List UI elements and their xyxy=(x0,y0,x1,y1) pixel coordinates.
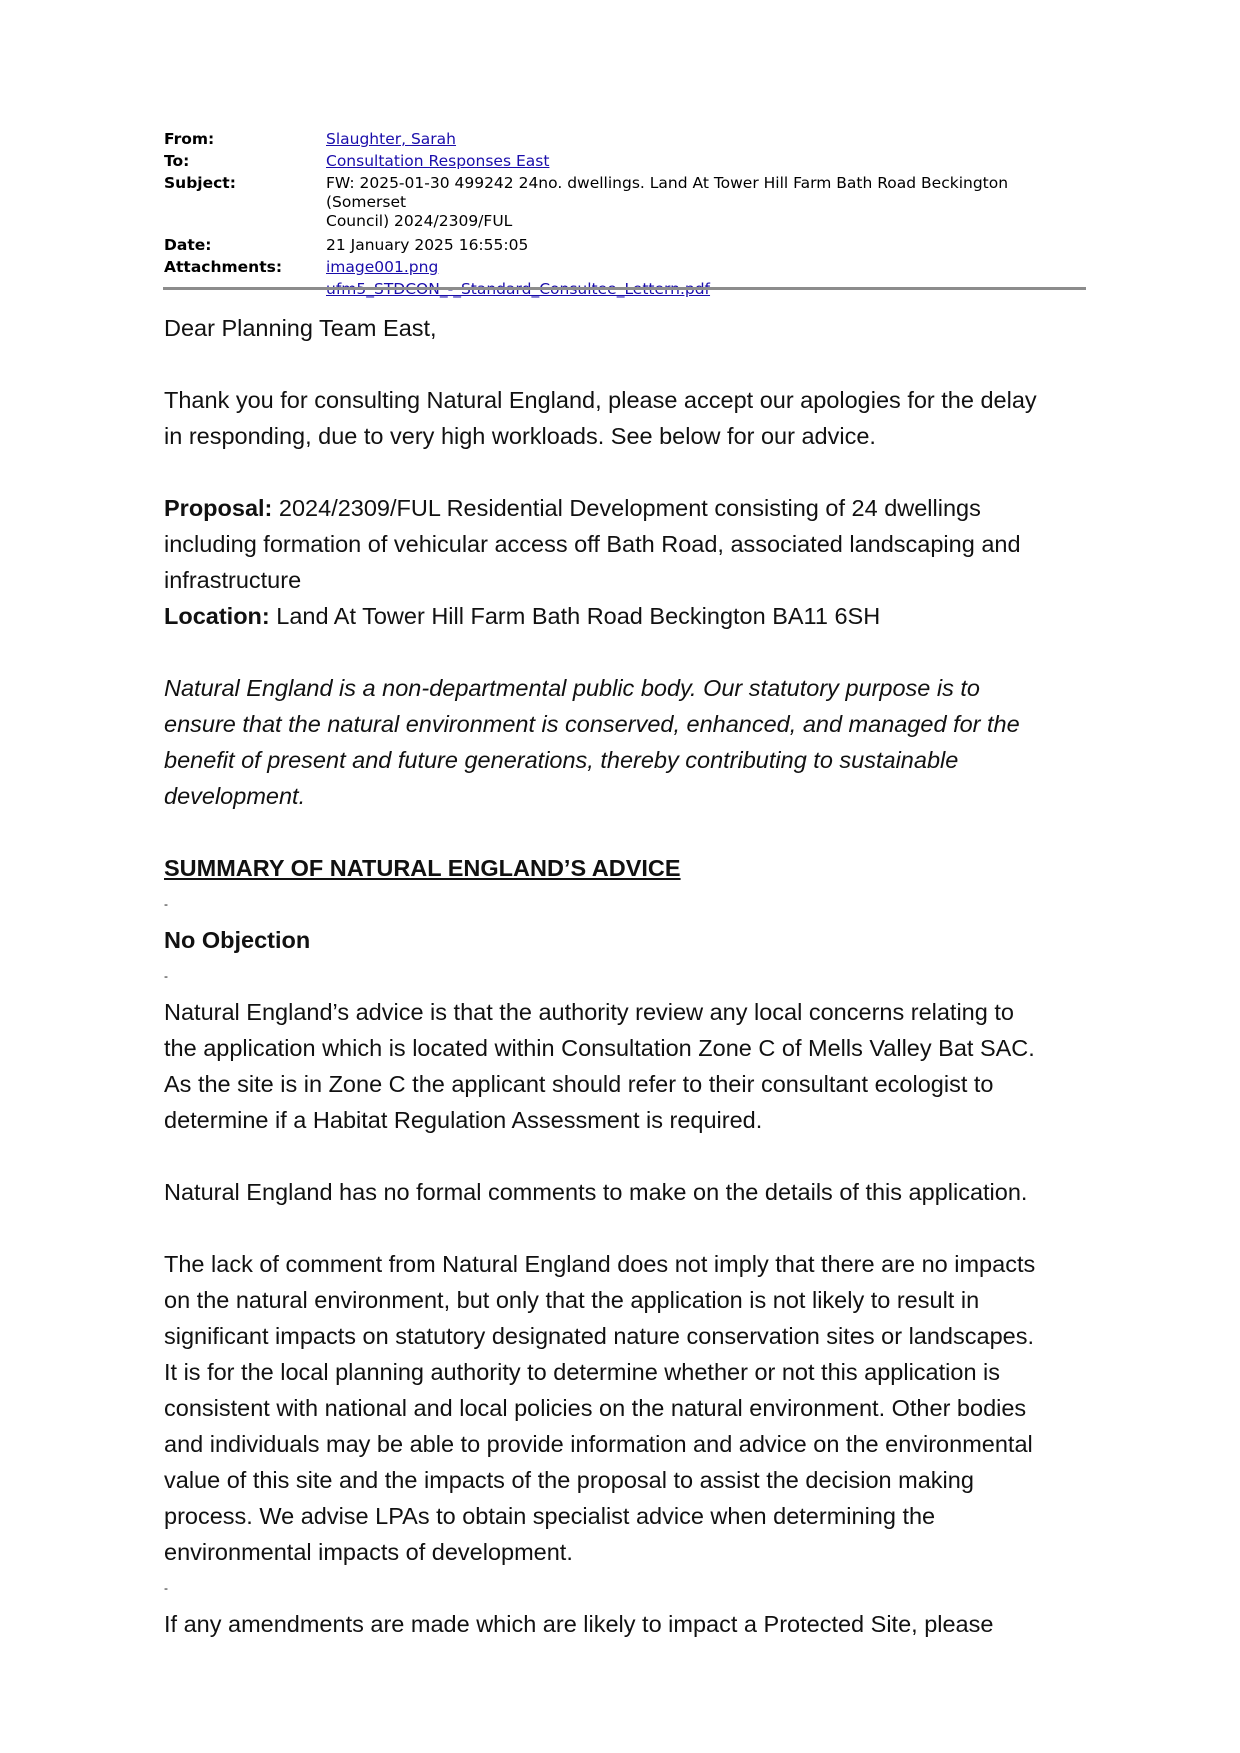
lack-line-4: It is for the local planning authority to determine whether or not this application is xyxy=(164,1359,1001,1385)
subject-label: Subject: xyxy=(164,174,236,192)
to-label: To: xyxy=(164,152,190,170)
advice-line-4: determine if a Habitat Regulation Assessment is required. xyxy=(164,1107,763,1133)
dash-1: - xyxy=(164,897,168,911)
from-link[interactable]: Slaughter, Sarah xyxy=(326,130,457,148)
location-label: Location: xyxy=(164,603,270,629)
date-label: Date: xyxy=(164,236,212,254)
lack-line-7: value of this site and the impacts of the proposal to assist the decision making xyxy=(164,1467,974,1493)
email-header xyxy=(164,128,1084,300)
proposal-line-3: infrastructure xyxy=(164,567,302,593)
subject-line-2: Council) 2024/2309/FUL xyxy=(326,212,513,230)
date-row xyxy=(164,234,1084,256)
location-line xyxy=(164,598,1094,634)
statement-line-3: benefit of present and future generations, thereby contributing to sustainable xyxy=(164,747,959,773)
lack-line-2: on the natural environment, but only that the application is not likely to result in xyxy=(164,1287,980,1313)
summary-heading: SUMMARY OF NATURAL ENGLAND’S ADVICE xyxy=(164,855,681,881)
from-label: From: xyxy=(164,130,215,148)
lack-line-6: and individuals may be able to provide information and advice on the environmental xyxy=(164,1431,1033,1457)
greeting: Dear Planning Team East, xyxy=(164,315,437,341)
proposal-line-1 xyxy=(164,490,1094,526)
dash-2: - xyxy=(164,969,168,983)
location-text: Land At Tower Hill Farm Bath Road Beckington BA11 6SH xyxy=(269,603,881,629)
lack-line-5: consistent with national and local policies on the natural environment. Other bodies xyxy=(164,1395,1027,1421)
statement-line-2: ensure that the natural environment is conserved, enhanced, and managed for the xyxy=(164,711,1020,737)
advice-line-3: As the site is in Zone C the applicant should refer to their consultant ecologist to xyxy=(164,1071,994,1097)
statement-line-1: Natural England is a non-departmental public body. Our statutory purpose is to xyxy=(164,675,980,701)
intro-line-2: in responding, due to very high workloads. See below for our advice. xyxy=(164,423,876,449)
proposal-text: 2024/2309/FUL Residential Development consisting of 24 dwellings xyxy=(272,495,981,521)
lack-line-3: significant impacts on statutory designated nature conservation sites or landscapes. xyxy=(164,1323,1034,1349)
dash-3: - xyxy=(164,1581,168,1595)
subject-line-1: FW: 2025-01-30 499242 24no. dwellings. Land At Tower Hill Farm Bath Road Beckington (Somerset xyxy=(326,174,1009,211)
no-comments-line: Natural England has no formal comments to make on the details of this application. xyxy=(164,1179,1028,1205)
proposal-line-2: including formation of vehicular access off Bath Road, associated landscaping and xyxy=(164,531,1021,557)
to-link[interactable]: Consultation Responses East xyxy=(326,152,550,170)
lack-line-9: environmental impacts of development. xyxy=(164,1539,573,1565)
advice-line-2: the application which is located within Consultation Zone C of Mells Valley Bat SAC. xyxy=(164,1035,1035,1061)
lack-line-1: The lack of comment from Natural England does not imply that there are no impacts xyxy=(164,1251,1036,1277)
subject-row xyxy=(164,172,1084,234)
attachments-label: Attachments: xyxy=(164,258,283,276)
attachment-link-image[interactable]: image001.png xyxy=(326,258,439,276)
intro-line-1: Thank you for consulting Natural England, please accept our apologies for the delay xyxy=(164,387,1037,413)
advice-line-1: Natural England’s advice is that the authority review any local concerns relating to xyxy=(164,999,1014,1025)
header-divider xyxy=(163,287,1086,290)
date-value: 21 January 2025 16:55:05 xyxy=(326,236,529,254)
statement-line-4: development. xyxy=(164,783,306,809)
proposal-label: Proposal: xyxy=(164,495,273,521)
attachments-row xyxy=(164,256,1084,300)
no-objection-heading: No Objection xyxy=(164,927,311,953)
to-row xyxy=(164,150,1084,172)
amend-line: If any amendments are made which are likely to impact a Protected Site, please xyxy=(164,1611,994,1637)
letter-body xyxy=(164,310,1094,1642)
from-row xyxy=(164,128,1084,150)
lack-line-8: process. We advise LPAs to obtain specialist advice when determining the xyxy=(164,1503,936,1529)
